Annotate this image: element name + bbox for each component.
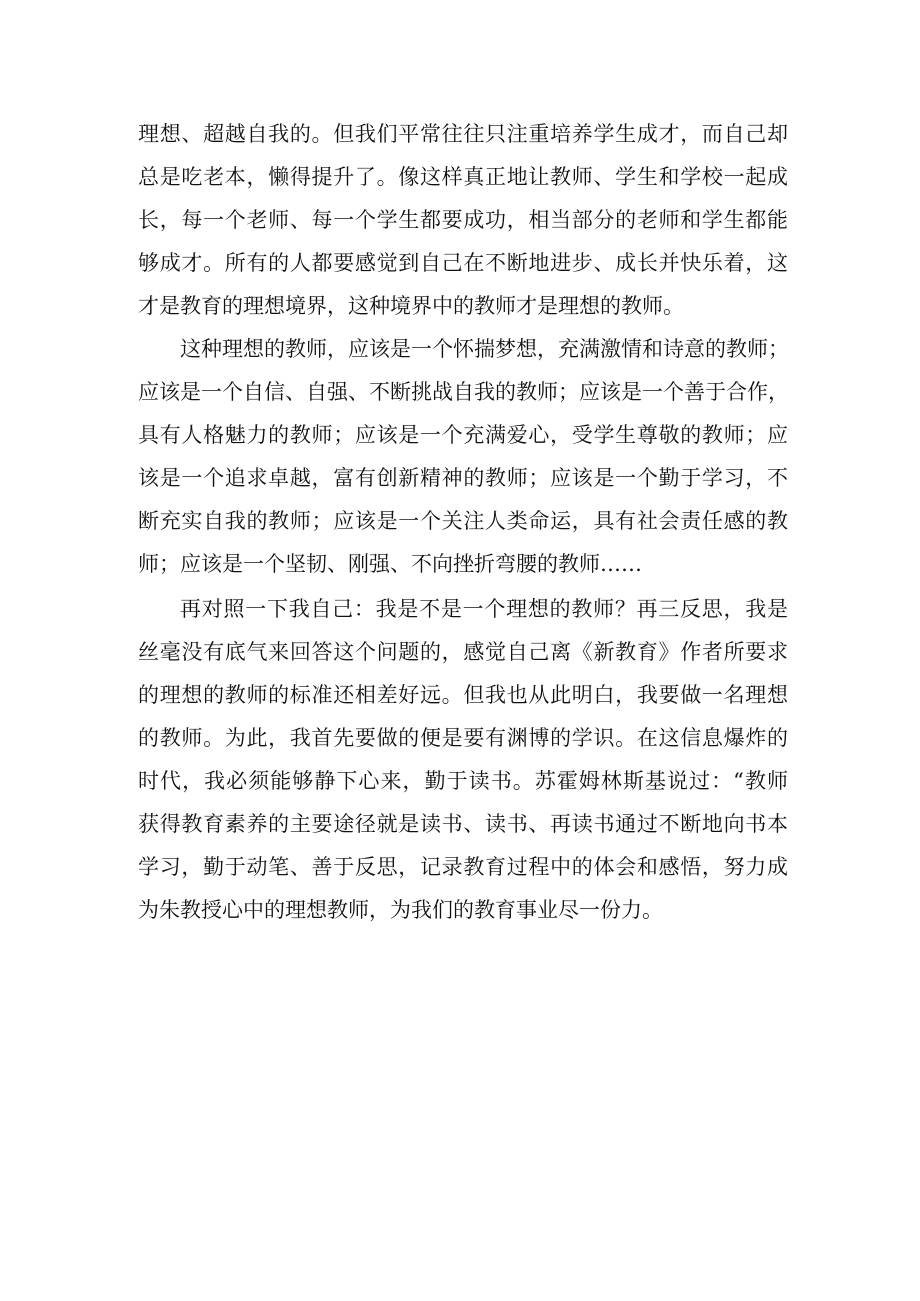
- text-line: 的理想的教师的标准还相差好远。但我也从此明白，我要做一名理想: [138, 683, 788, 707]
- text-line: 应该是一个自信、自强、不断挑战自我的教师；应该是一个善于合作，: [138, 380, 789, 404]
- text-line: 才是教育的理想境界，这种境界中的教师才是理想的教师。: [138, 294, 684, 318]
- text-line: 获得教育素养的主要途径就是读书、读书、再读书通过不断地向书本: [138, 812, 788, 836]
- text-line: 总是吃老本，懒得提升了。像这样真正地让教师、学生和学校一起成: [138, 165, 788, 189]
- text-line: 为朱教授心中的理想教师，为我们的教育事业尽一份力。: [138, 898, 663, 922]
- text-line: 再对照一下我自己：我是不是一个理想的教师？再三反思，我是: [180, 597, 788, 621]
- text-line: 该是一个追求卓越，富有创新精神的教师；应该是一个勤于学习，不: [138, 466, 788, 490]
- text-line: 长，每一个老师、每一个学生都要成功，相当部分的老师和学生都能: [138, 208, 788, 232]
- text-line: 师；应该是一个坚韧、刚强、不向挫折弯腰的教师……: [138, 552, 642, 576]
- text-line: 丝毫没有底气来回答这个问题的，感觉自己离《新教育》作者所要求: [138, 640, 788, 664]
- text-line: 够成才。所有的人都要感觉到自己在不断地进步、成长并快乐着，这: [138, 251, 788, 275]
- text-line: 时代，我必须能够静下心来，勤于读书。苏霍姆林斯基说过：“教师: [138, 769, 788, 793]
- text-line: 学习，勤于动笔、善于反思，记录教育过程中的体会和感悟，努力成: [138, 855, 788, 879]
- text-line: 断充实自我的教师；应该是一个关注人类命运，具有社会责任感的教: [138, 509, 788, 533]
- text-line: 理想、超越自我的。但我们平常往往只注重培养学生成才，而自己却: [138, 122, 788, 146]
- text-line: 具有人格魅力的教师；应该是一个充满爱心，受学生尊敬的教师；应: [138, 423, 788, 447]
- text-line: 这种理想的教师，应该是一个怀揣梦想，充满激情和诗意的教师；: [180, 337, 789, 361]
- text-line: 的教师。为此，我首先要做的便是要有渊博的学识。在这信息爆炸的: [138, 726, 788, 750]
